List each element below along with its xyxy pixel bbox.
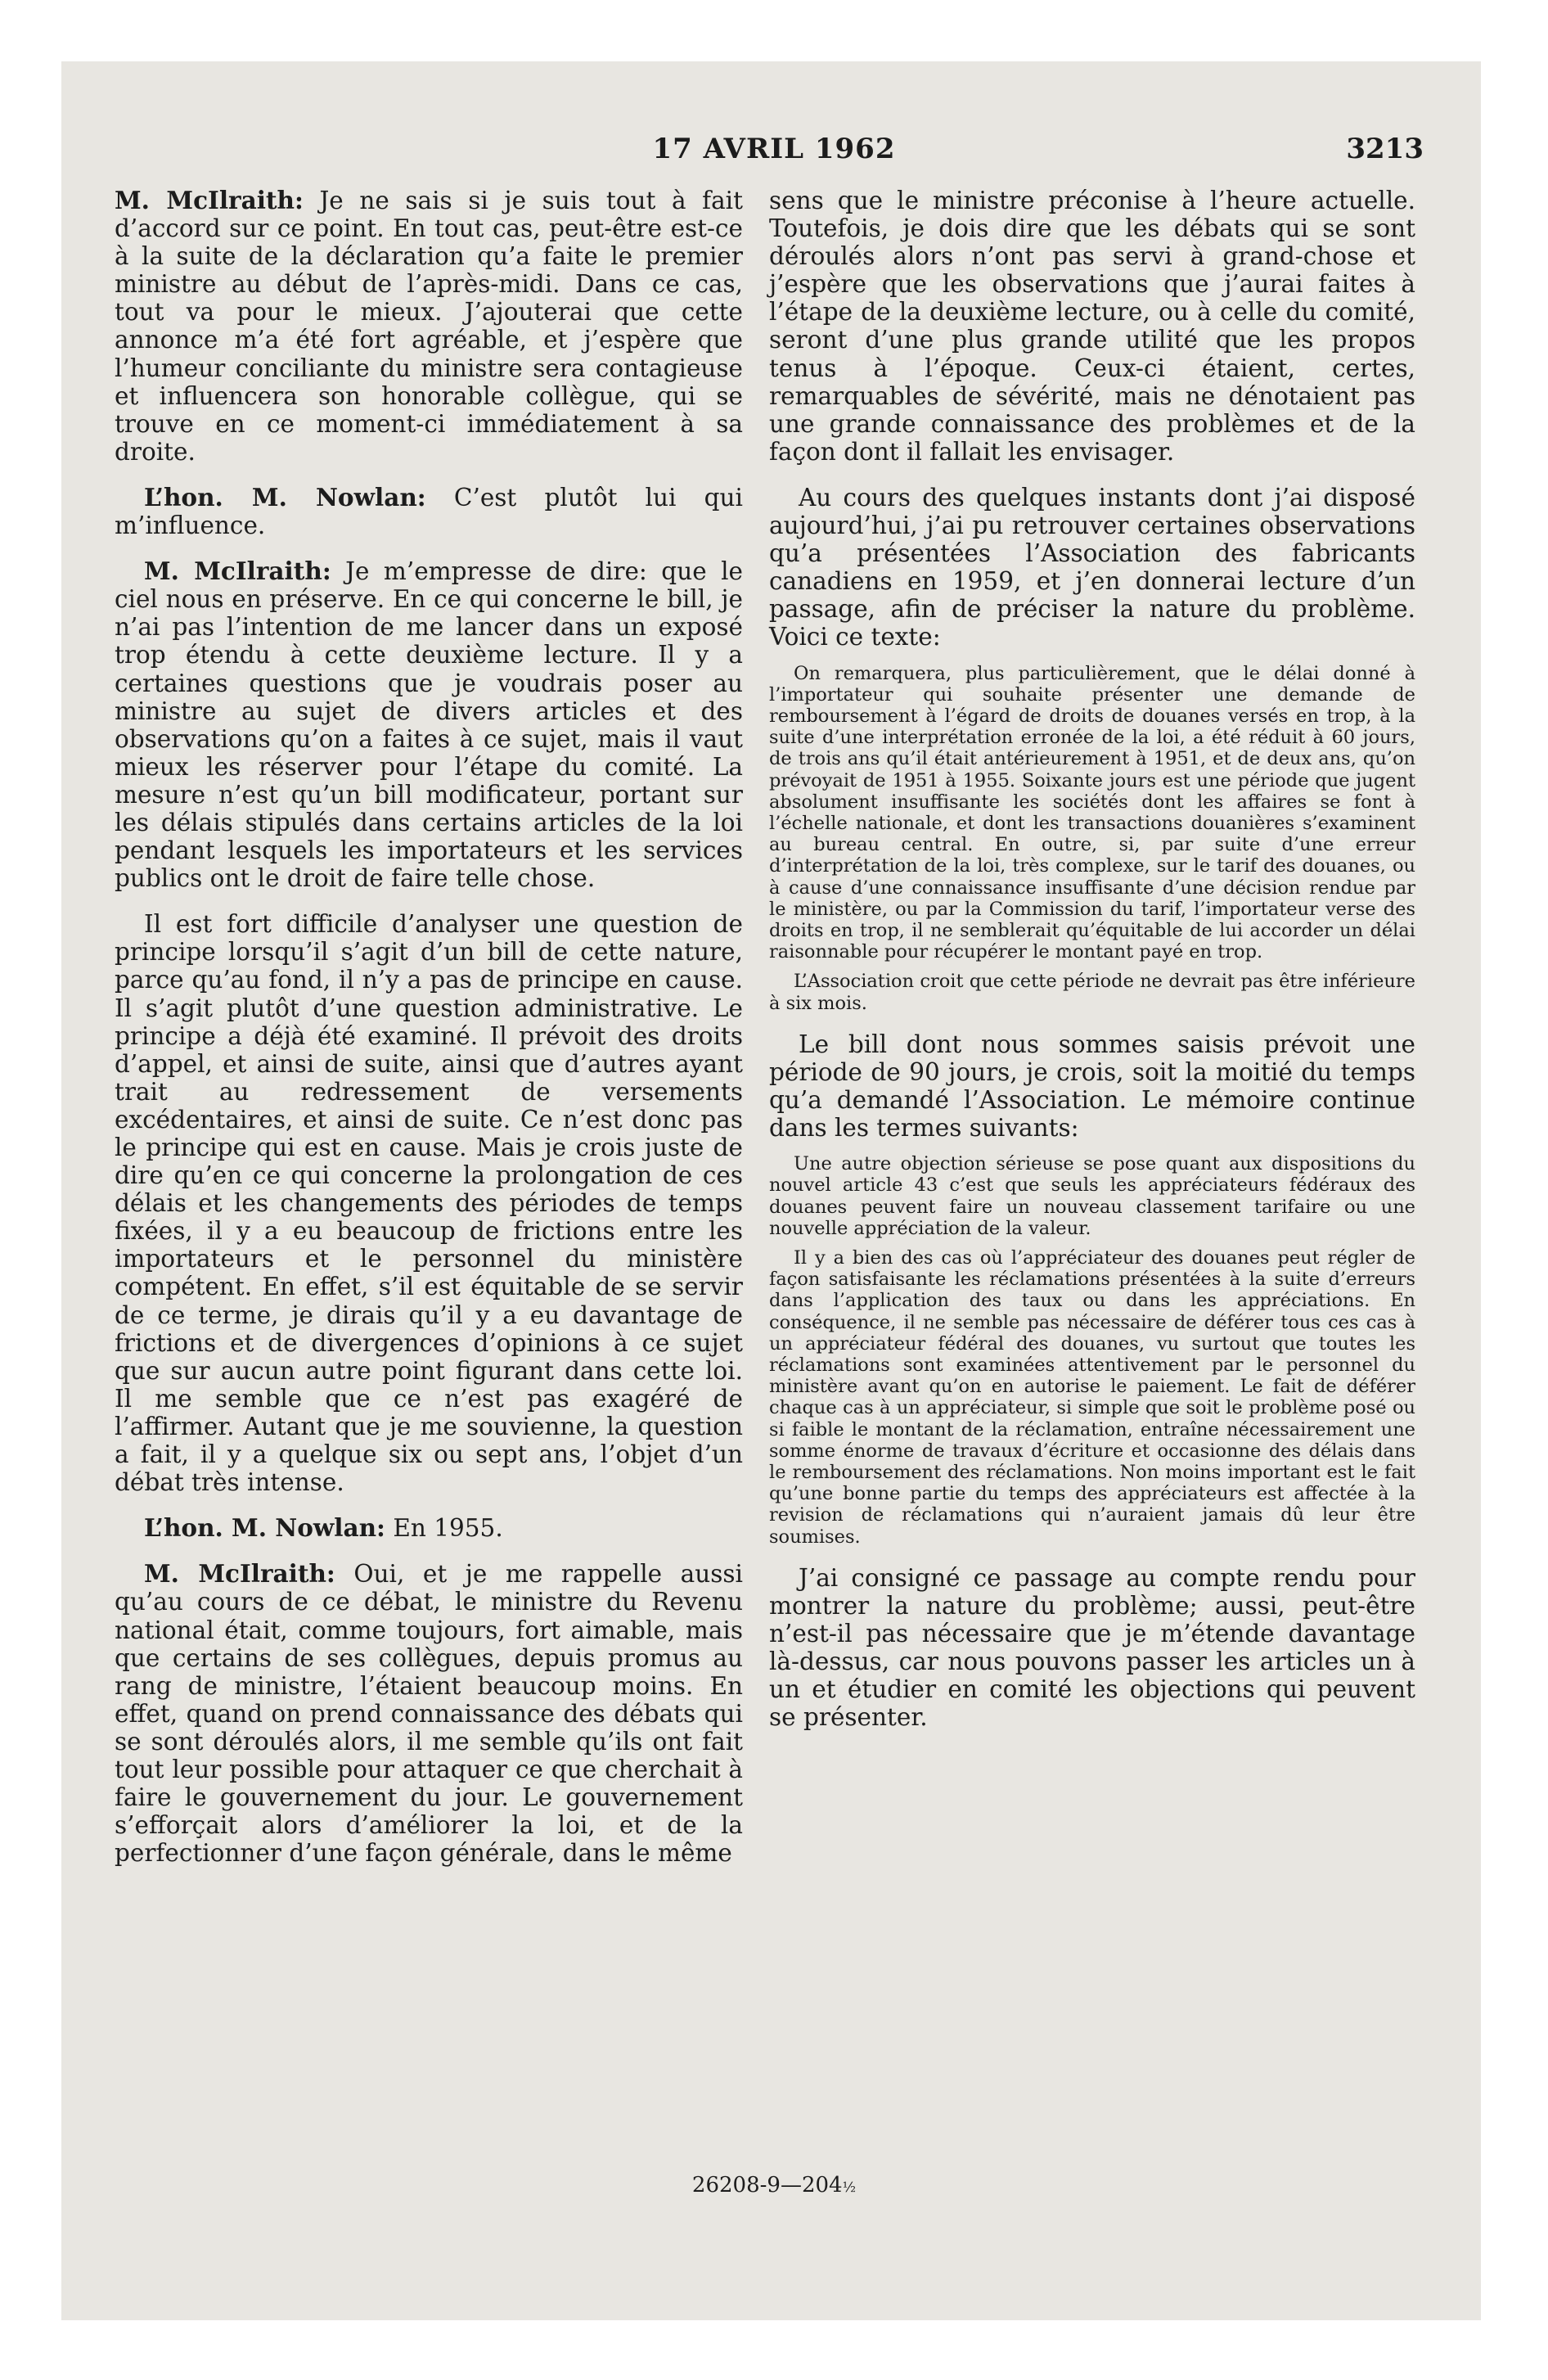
quoted-passage: Il y a bien des cas où l’appréciateur des douanes peut régler de façon satisfaisante les réclamations présentées à la suite d’erreurs dans l’application des taux ou dans les appréciations. En conséquence, il ne semble pas nécessaire de déférer tous ces cas à un appréciateur fédéral des douanes, vu surtout que toutes les réclamations sont examinées attentivement par le personnel du ministère avant qu’on en autorise le paiement. Le fait de déférer chaque cas à un appréciateur, si simple que soit le problème posé ou si faible le montant de la réclamation, entraîne nécessairement une somme énorme de travaux d’écriture et occasionne des délais dans le remboursement des réclamations. Non moins important est le fait qu’une bonne partie du temps des appréciateurs est affectée à la revision de réclamations qui n’auraient jamais dû leur être soumises. — [769, 1246, 1415, 1548]
paragraph-text: Je m’empresse de dire: que le ciel nous en préserve. En ce qui concerne le bill, je n’ai pas l’intention de me lancer dans un exposé trop étendu à cette deuxième lecture. Il y a certaines questions que je voudrais poser au ministre au sujet de divers articles et des observations qu’on a faites à ce sujet, mais il vaut mieux les réserver pour l’étape du comité. La mesure n’est qu’un bill modificateur, portant sur les délais stipulés dans certains articles de la loi pendant lesquels les importateurs et les services publics ont le droit de faire telle chose. — [115, 557, 743, 893]
speaker-name: L’hon. M. Nowlan: — [144, 1513, 385, 1543]
paragraph-text: En 1955. — [393, 1514, 503, 1543]
paragraph-text: C’est plutôt lui qui m’influence. — [115, 483, 743, 540]
speaker-name: M. McIlraith: — [144, 1559, 335, 1589]
speaker-name: M. McIlraith: — [115, 186, 304, 214]
paragraph-text: Je ne sais si je suis tout à fait d’accord sur ce point. En tout cas, peut-être est-ce à la suite de la déclaration qu’a faite le premier ministre au début de l’après-midi. Dans ce cas, tout va pour le mieux. J’ajouterai que cette annonce m’a été fort agréable, et j’espère que l’humeur conciliante du ministre sera contagieuse et influencera son honorable collègue, qui se trouve en ce moment-ci immédiatement à sa droite. — [115, 187, 743, 466]
paragraph — [115, 910, 743, 1496]
right-column — [769, 187, 1415, 1749]
paragraph — [115, 484, 743, 539]
paragraph-text: Il est fort difficile d’analyser une question de principe lorsqu’il s’agit d’un bill de cette nature, parce qu’au fond, il n’y a pas de principe en cause. Il s’agit plutôt d’une question administrative. Le principe a déjà été examiné. Il prévoit des droits d’appel, et ainsi de suite, ainsi que d’autres ayant trait au redressement de versements excédentaires, et ainsi de suite. Ce n’est donc pas le principe qui est en cause. Mais je crois juste de dire qu’en ce qui concerne la prolongation de ces délais et les changements des périodes de temps fixées, il y a eu beaucoup de frictions entre les importateurs et le personnel du ministère compétent. En effet, s’il est équitable de se servir de ce terme, je dirais qu’il y a eu davantage de frictions et de divergences d’opinions à ce sujet que sur aucun autre point figurant dans cette loi. Il me semble que ce n’est pas exagéré de l’affirmer. Autant que je me souvienne, la question a fait, il y a quelque six ou sept ans, l’objet d’un débat très intense. — [115, 910, 743, 1497]
paragraph — [115, 1514, 743, 1542]
spacer — [769, 1022, 1415, 1030]
paragraph — [115, 187, 743, 466]
speaker-name: L’hon. M. Nowlan: — [144, 482, 426, 512]
footer-fraction: ½ — [842, 2179, 857, 2196]
quoted-passage: On remarquera, plus particulièrement, que le délai donné à l’importateur qui souhaite présenter une demande de remboursement à l’égard de droits de douanes versés en trop, à la suite d’une interprétation erronée de la loi, a été réduit à 60 jours, de trois ans qu’il était antérieurement à 1951, et de deux ans, qu’on prévoyait de 1951 à 1955. Soixante jours est une période que jugent absolument insuffisante les sociétés dont les affaires se font à l’échelle nationale, et dont les transactions douanières s’examinent au bureau central. En outre, si, par suite d’une erreur d’interprétation de la loi, très complexe, sur le tarif des douanes, ou à cause d’une connaissance insuffisante d’une décision rendue par le ministère, ou par la Commission du tarif, l’importateur verse des droits en trop, il ne semblerait qu’équitable de lui accorder un délai raisonnable pour récupérer le montant payé en trop. — [769, 662, 1415, 963]
running-header-date: 17 AVRIL 1962 — [652, 133, 896, 165]
quoted-passage: L’Association croit que cette période ne devrait pas être inférieure à six mois. — [769, 971, 1415, 1014]
footer-code: 26208-9—204 — [691, 2173, 843, 2197]
paragraph-text: Oui, et je me rappelle aussi qu’au cours de ce débat, le ministre du Revenu national était, comme toujours, fort aimable, mais que certains de ses collègues, depuis promus au rang de ministre, l’étaient beaucoup moins. En effet, quand on prend connaissance des débats qui se sont déroulés alors, il me semble qu’ils ont fait tout leur possible pour attaquer ce que cherchait à faire le gouvernement du jour. Le gouvernement s’efforçait alors d’améliorer la loi, et de la perfectionner d’une façon générale, dans le même — [115, 1560, 743, 1868]
paragraph: Au cours des quelques instants dont j’ai disposé aujourd’hui, j’ai pu retrouver certaines observations qu’a présentées l’Association des fabricants canadiens en 1959, et j’en donnerai lecture d’un passage, afin de préciser la nature du problème. Voici ce texte: — [769, 483, 1415, 651]
paragraph — [115, 557, 743, 892]
left-column — [115, 187, 743, 1885]
paragraph: Le bill dont nous sommes saisis prévoit une période de 90 jours, je crois, soit la moitié du temps qu’a demandé l’Association. Le mémoire continue dans les termes suivants: — [769, 1030, 1415, 1143]
paragraph — [115, 1560, 743, 1867]
paragraph: sens que le ministre préconise à l’heure actuelle. Toutefois, je dois dire que les débats qui se sont déroulés alors n’ont pas servi à grand-chose et j’espère que les observations que j’aurai faites à l’étape de la deuxième lecture, ou à celle du comité, seront d’une plus grande utilité que les propos tenus à l’époque. Ceux-ci étaient, certes, remarquables de sévérité, mais ne dénotaient pas une grande connaissance des problèmes et de la façon dont il fallait les envisager. — [769, 187, 1415, 466]
spacer — [769, 1556, 1415, 1564]
speaker-name: M. McIlraith: — [144, 557, 331, 586]
printer-code-footer — [0, 2173, 1548, 2197]
quoted-passage: Une autre objection sérieuse se pose quant aux dispositions du nouvel article 43 c’est que seuls les appréciateurs fédéraux des douanes peuvent faire un nouveau classement tarifaire ou une nouvelle appréciation de la valeur. — [769, 1153, 1415, 1239]
paragraph: J’ai consigné ce passage au compte rendu pour montrer la nature du problème; aussi, peut-être n’est-il pas nécessaire que je m’étende davantage là-dessus, car nous pouvons passer les articles un à un et étudier en comité les objections qui peuvent se présenter. — [769, 1563, 1415, 1732]
page-number: 3213 — [1346, 133, 1424, 165]
